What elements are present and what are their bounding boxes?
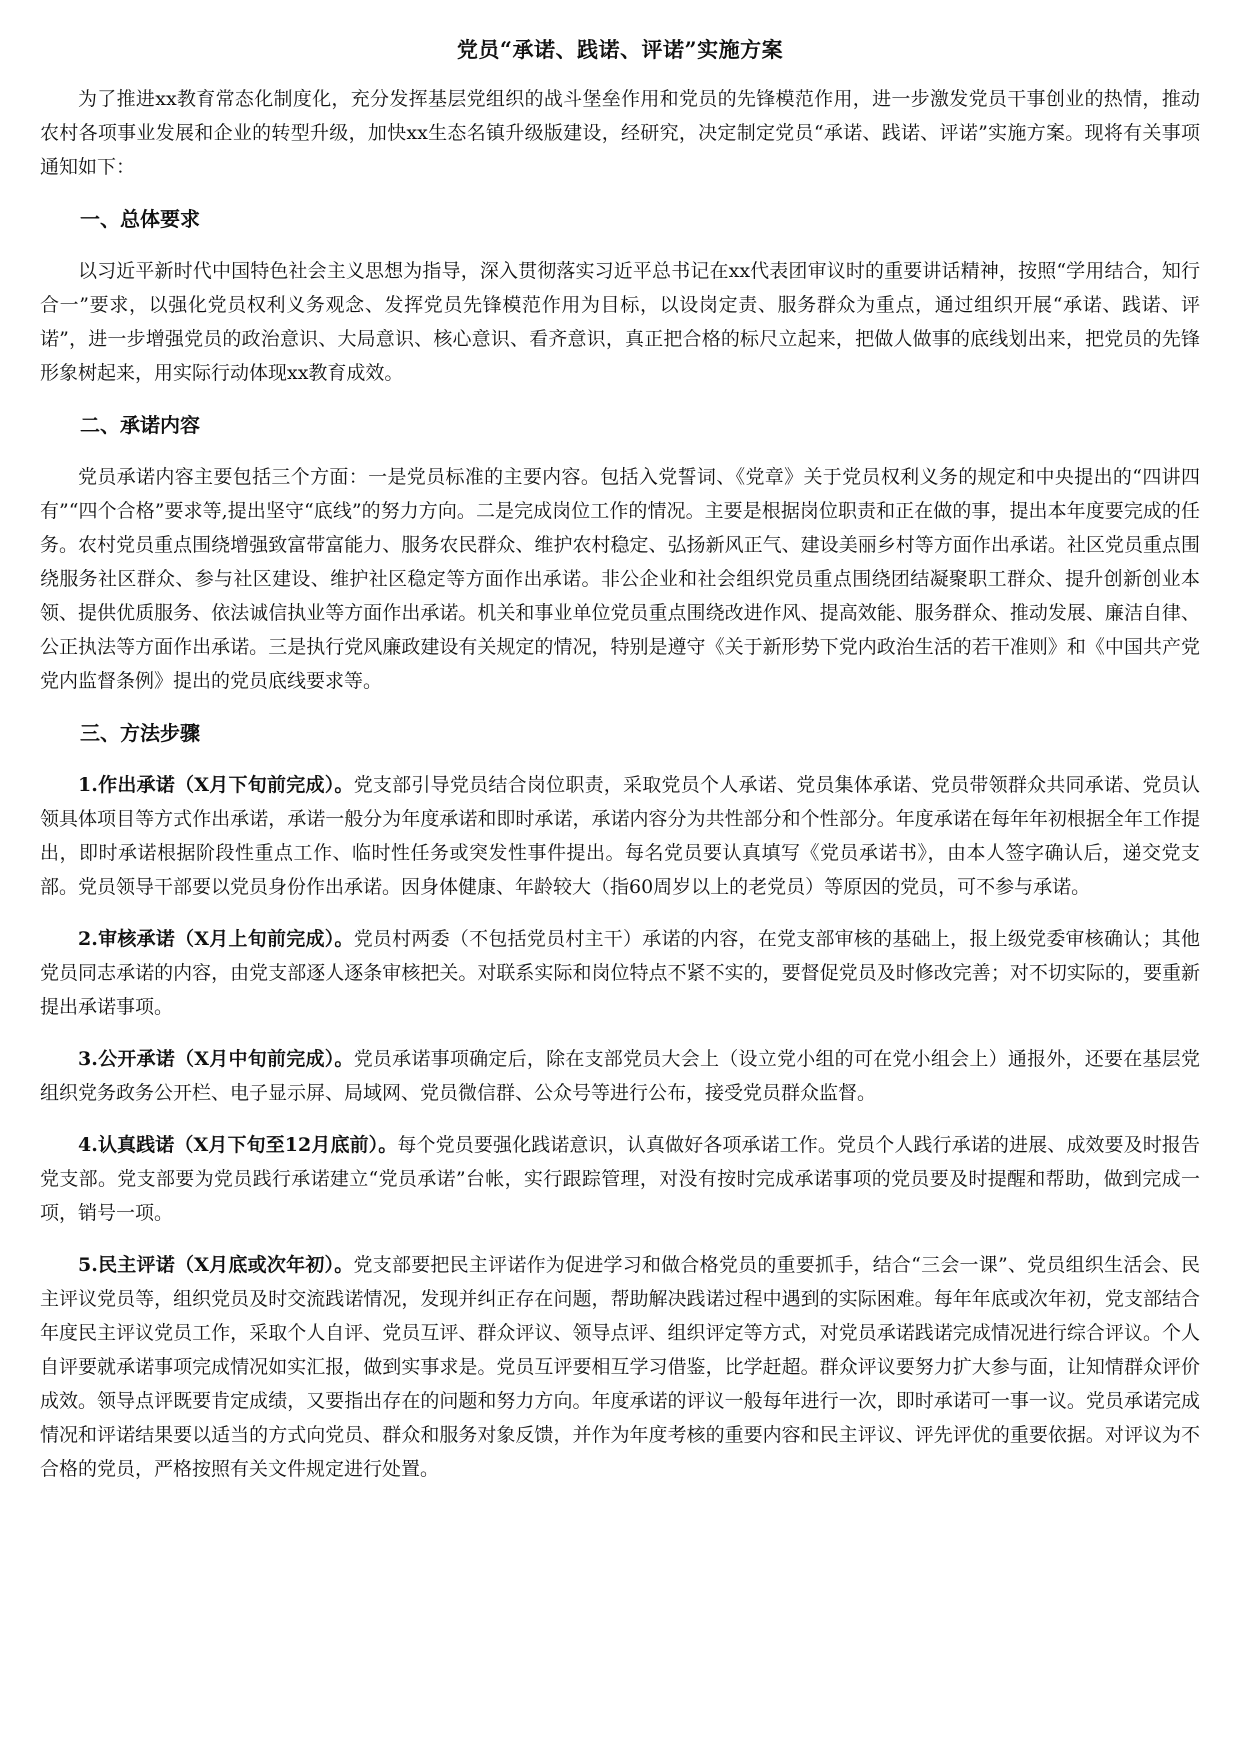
- section-body-general-requirements: 以习近平新时代中国特色社会主义思想为指导，深入贯彻落实习近平总书记在xx代表团审议时的重要讲话精神，按照“学用结合，知行合一”要求，以强化党员权利义务观念、发挥党员先锋模范作用为目标，以设岗定责、服务群众为重点，通过组织开展“承诺、践诺、评诺”，进一步增强党员的政治意识、大局意识、核心意识、看齐意识，真正把合格的标尺立起来，把做人做事的底线划出来，把党员的先锋形象树起来，用实际行动体现xx教育成效。: [40, 260, 1200, 385]
- section-heading-commitment-content: 二、承诺内容: [80, 413, 200, 438]
- step-label: 2.审核承诺（X月上旬前完成）。: [78, 928, 354, 951]
- step-text: 党员村两委（不包括党员村主干）承诺的内容，在党支部审核的基础上，报上级党委审核确认；其他党员同志承诺的内容，由党支部逐人逐条审核把关。对联系实际和岗位特点不紧不实的，要督促党员及时修改完善；对不切实际的，要重新提出承诺事项。: [40, 928, 1200, 1019]
- step-label: 3.公开承诺（X月中旬前完成）。: [78, 1048, 354, 1071]
- step-text: 党员承诺事项确定后，除在支部党员大会上（设立党小组的可在党小组会上）通报外，还要在基层党组织党务政务公开栏、电子显示屏、局域网、党员微信群、公众号等进行公布，接受党员群众监督。: [40, 1048, 1200, 1105]
- section-heading-general-requirements: 一、总体要求: [80, 207, 200, 232]
- step-paragraph-public-commitment: [40, 1042, 1200, 1110]
- step-paragraph-fulfill-commitment: [40, 1128, 1200, 1230]
- section-body-commitment-content: 党员承诺内容主要包括三个方面：一是党员标准的主要内容。包括入党誓词、《党章》关于党员权利义务的规定和中央提出的“四讲四有”“四个合格”要求等,提出坚守“底线”的努力方向。二是完成岗位工作的情况。主要是根据岗位职责和正在做的事，提出本年度要完成的任务。农村党员重点围绕增强致富带富能力、服务农民群众、维护农村稳定、弘扬新风正气、建设美丽乡村等方面作出承诺。社区党员重点围绕服务社区群众、参与社区建设、维护社区稳定等方面作出承诺。非公企业和社会组织党员重点围绕团结凝聚职工群众、提升创新创业本领、提供优质服务、依法诚信执业等方面作出承诺。机关和事业单位党员重点围绕改进作风、提高效能、服务群众、推动发展、廉洁自律、公正执法等方面作出承诺。三是执行党风廉政建设有关规定的情况，特别是遵守《关于新形势下党内政治生活的若干准则》和《中国共产党党内监督条例》提出的党员底线要求等。: [40, 466, 1200, 693]
- step-paragraph-review-commitment: [40, 922, 1200, 1024]
- step-label: 4.认真践诺（X月下旬至12月底前）。: [78, 1134, 398, 1157]
- step-label: 5.民主评诺（X月底或次年初）。: [78, 1254, 354, 1277]
- step-text: 党支部引导党员结合岗位职责，采取党员个人承诺、党员集体承诺、党员带领群众共同承诺、党员认领具体项目等方式作出承诺，承诺一般分为年度承诺和即时承诺，承诺内容分为共性部分和个性部分。年度承诺在每年年初根据全年工作提出，即时承诺根据阶段性重点工作、临时性任务或突发性事件提出。每名党员要认真填写《党员承诺书》，由本人签字确认后，递交党支部。党员领导干部要以党员身份作出承诺。因身体健康、年龄较大（指60周岁以上的老党员）等原因的党员，可不参与承诺。: [40, 774, 1200, 899]
- step-label: 1.作出承诺（X月下旬前完成）。: [78, 774, 354, 797]
- step-paragraph-make-commitment: [40, 768, 1200, 904]
- step-paragraph-democratic-review: [40, 1248, 1200, 1486]
- section-heading-method-steps: 三、方法步骤: [80, 721, 200, 746]
- intro-paragraph: 为了推进xx教育常态化制度化，充分发挥基层党组织的战斗堡垒作用和党员的先锋模范作用，进一步激发党员干事创业的热情，推动农村各项事业发展和企业的转型升级，加快xx生态名镇升级版建设，经研究，决定制定党员“承诺、践诺、评诺”实施方案。现将有关事项通知如下：: [40, 88, 1200, 179]
- step-text: 每个党员要强化践诺意识，认真做好各项承诺工作。党员个人践行承诺的进展、成效要及时报告党支部。党支部要为党员践行承诺建立“党员承诺”台帐，实行跟踪管理，对没有按时完成承诺事项的党员要及时提醒和帮助，做到完成一项，销号一项。: [40, 1134, 1200, 1225]
- document-title: 党员“承诺、践诺、评诺”实施方案: [456, 37, 784, 62]
- step-text: 党支部要把民主评诺作为促进学习和做合格党员的重要抓手，结合“三会一课”、党员组织生活会、民主评议党员等，组织党员及时交流践诺情况，发现并纠正存在问题，帮助解决践诺过程中遇到的实际困难。每年年底或次年初，党支部结合年度民主评议党员工作，采取个人自评、党员互评、群众评议、领导点评、组织评定等方式，对党员承诺践诺完成情况进行综合评议。个人自评要就承诺事项完成情况如实汇报，做到实事求是。党员互评要相互学习借鉴，比学赶超。群众评议要努力扩大参与面，让知情群众评价成效。领导点评既要肯定成绩，又要指出存在的问题和努力方向。年度承诺的评议一般每年进行一次，即时承诺可一事一议。党员承诺完成情况和评诺结果要以适当的方式向党员、群众和服务对象反馈，并作为年度考核的重要内容和民主评议、评先评优的重要依据。对评议为不合格的党员，严格按照有关文件规定进行处置。: [40, 1254, 1201, 1481]
